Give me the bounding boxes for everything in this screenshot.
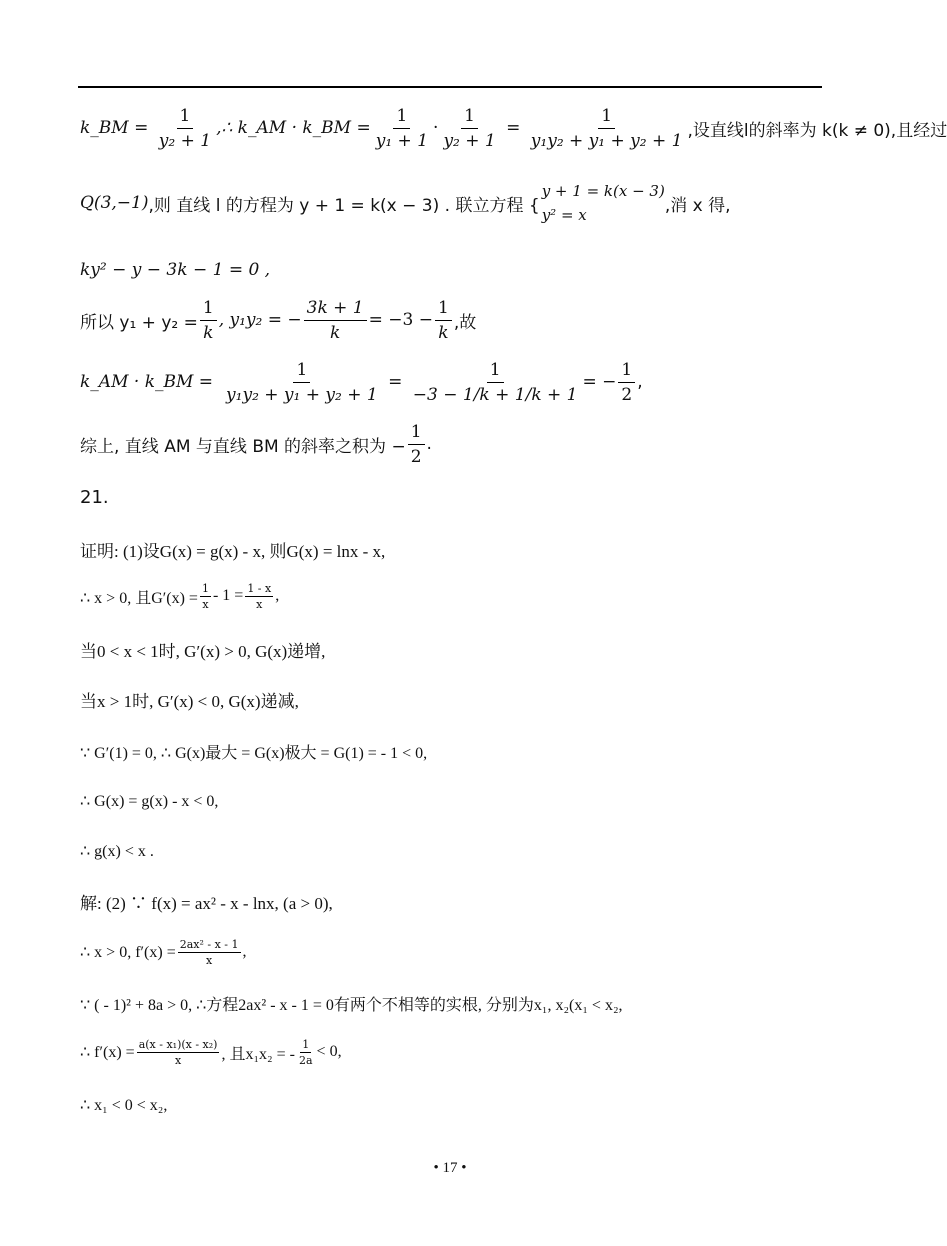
fraction: $\frac{1}{\text{y₂ + 1}}$ <box>443 105 496 151</box>
line-slope-product: k_AM · k_BM = $\frac{1}{\text{y₁y₂ + y₁ + y₂ + 1}}$ = $\frac{1}{-3 - 1/k + 1/k + 1}$ = − $\frac{1}{2}$ , <box>80 359 643 405</box>
fraction: $\frac{\text{2ax² - x - 1}}{x}$ <box>179 937 239 967</box>
fraction: $\frac{1}{2}$ <box>618 360 635 405</box>
line-conclusion: 综上, 直线 AM 与直线 BM 的斜率之积为 − $\frac{1}{2}$ . <box>80 421 432 467</box>
line-derivative-f: ∴ x > 0, f′(x) = $\frac{\text{2ax² - x - 1}}{x}$ , <box>80 937 247 967</box>
line-maximum: ∵ G′(1) = 0, ∴ G(x)最大 = G(x)极大 = G(1) = - 1 < 0, <box>80 744 428 762</box>
line-line-equation <box>80 176 731 230</box>
line-factored-derivative: ∴ f′(x) = $\frac{\text{a(x - x₁)(x - x₂)}}{x}$ , 且x₁x₂ = - $\frac{1}{2a}$ < 0, <box>80 1037 342 1067</box>
therefore-text: ,∴ k_AM · k_BM = <box>216 118 371 138</box>
fraction: $\frac{1}{k}$ <box>200 298 217 343</box>
line-g-less-than-x: ∴ g(x) < x . <box>80 843 154 860</box>
conclusion-text: 综上, 直线 AM 与直线 BM 的斜率之积为 − <box>80 436 406 457</box>
quadratic-equation: ky² − y − 3k − 1 = 0 , <box>80 260 271 280</box>
page-number: • 17 • <box>433 1160 467 1176</box>
line-vieta: 所以 y₁ + y₂ = $\frac{1}{k}$ , y₁y₂ = − $\frac{3k + 1}{k}$ = −3 − $\frac{1}{k}$ ,故 <box>80 297 477 343</box>
fraction: $\frac{1}{2a}$ <box>298 1037 313 1067</box>
line-derivative-g: ∴ x > 0, 且G′(x) = $\frac{1}{x}$ - 1 = $\frac{1 - x}{x}$ , <box>80 581 280 611</box>
line-part2-start: 解: (2) ∵ f(x) = ax² - x - lnx, (a > 0), <box>80 893 333 913</box>
line-roots: ∵ ( - 1)² + 8a > 0, ∴方程2ax² - x - 1 = 0有两个不相等的实根, 分别为x₁, x₂(x₁ < x₂, <box>80 996 623 1014</box>
line-quadratic <box>80 256 270 284</box>
fraction: $\frac{3k + 1}{k}$ <box>304 298 367 343</box>
line-root-order: ∴ x₁ < 0 < x₂, <box>80 1097 168 1114</box>
point-q: Q(3,−1) <box>80 193 149 213</box>
line-decreasing: 当x > 1时, G′(x) < 0, G(x)递减, <box>80 691 299 711</box>
line-tail-text: ,设直线l的斜率为 k(k ≠ 0),且经过 <box>687 120 947 141</box>
fraction: $\frac{\text{a(x - x₁)(x - x₂)}}{x}$ <box>138 1037 218 1067</box>
line-tail-text: ,消 x 得, <box>664 195 731 216</box>
equation-system: y + 1 = k(x − 3) y² = x <box>541 182 665 224</box>
fraction: $\frac{1}{\text{y₁y₂ + y₁ + y₂ + 1}}$ <box>530 105 683 151</box>
k-bm-symbol: k_BM <box>80 118 129 138</box>
problem-number: 21. <box>80 486 109 508</box>
line-proof-start: 证明: (1)设G(x) = g(x) - x, 则G(x) = lnx - x, <box>80 541 386 561</box>
line-increasing: 当0 < x < 1时, G′(x) > 0, G(x)递增, <box>80 641 326 661</box>
fraction: $\frac{1}{\text{y₁y₂ + y₁ + y₂ + 1}}$ <box>226 359 378 405</box>
fraction: $\frac{1 - x}{x}$ <box>247 581 272 611</box>
fraction: $\frac{1}{k}$ <box>435 298 452 343</box>
line-lead-text: 所以 y₁ + y₂ = <box>80 312 198 333</box>
line-g-negative: ∴ G(x) = g(x) - x < 0, <box>80 793 219 810</box>
fraction: $\frac{1}{\text{y₁ + 1}}$ <box>375 105 429 151</box>
top-rule <box>78 86 822 88</box>
fraction: $\frac{1}{2}$ <box>408 422 425 467</box>
fraction: $\frac{1}{-3 - 1/k + 1/k + 1}$ <box>412 359 578 405</box>
line-kbm-product: k_BM = $\frac{1}{\text{y₂ + 1}}$ ,∴ k_AM · k_BM = $\frac{1}{\text{y₁ + 1}}$ · $\frac{1}{\text{y₂ + 1}}$ = $\frac{1}{\text{y₁y₂ + y₁ + y₂ + 1}}$ ,设直线l的斜率为 k(k ≠ 0),且经过 <box>80 105 947 151</box>
fraction: $\frac{1}{\text{y₂ + 1}}$ <box>158 105 212 151</box>
fraction: $\frac{1}{x}$ <box>201 581 209 611</box>
line-text: ,则 直线 l 的方程为 y + 1 = k(x − 3) . 联立方程 { <box>148 195 540 216</box>
